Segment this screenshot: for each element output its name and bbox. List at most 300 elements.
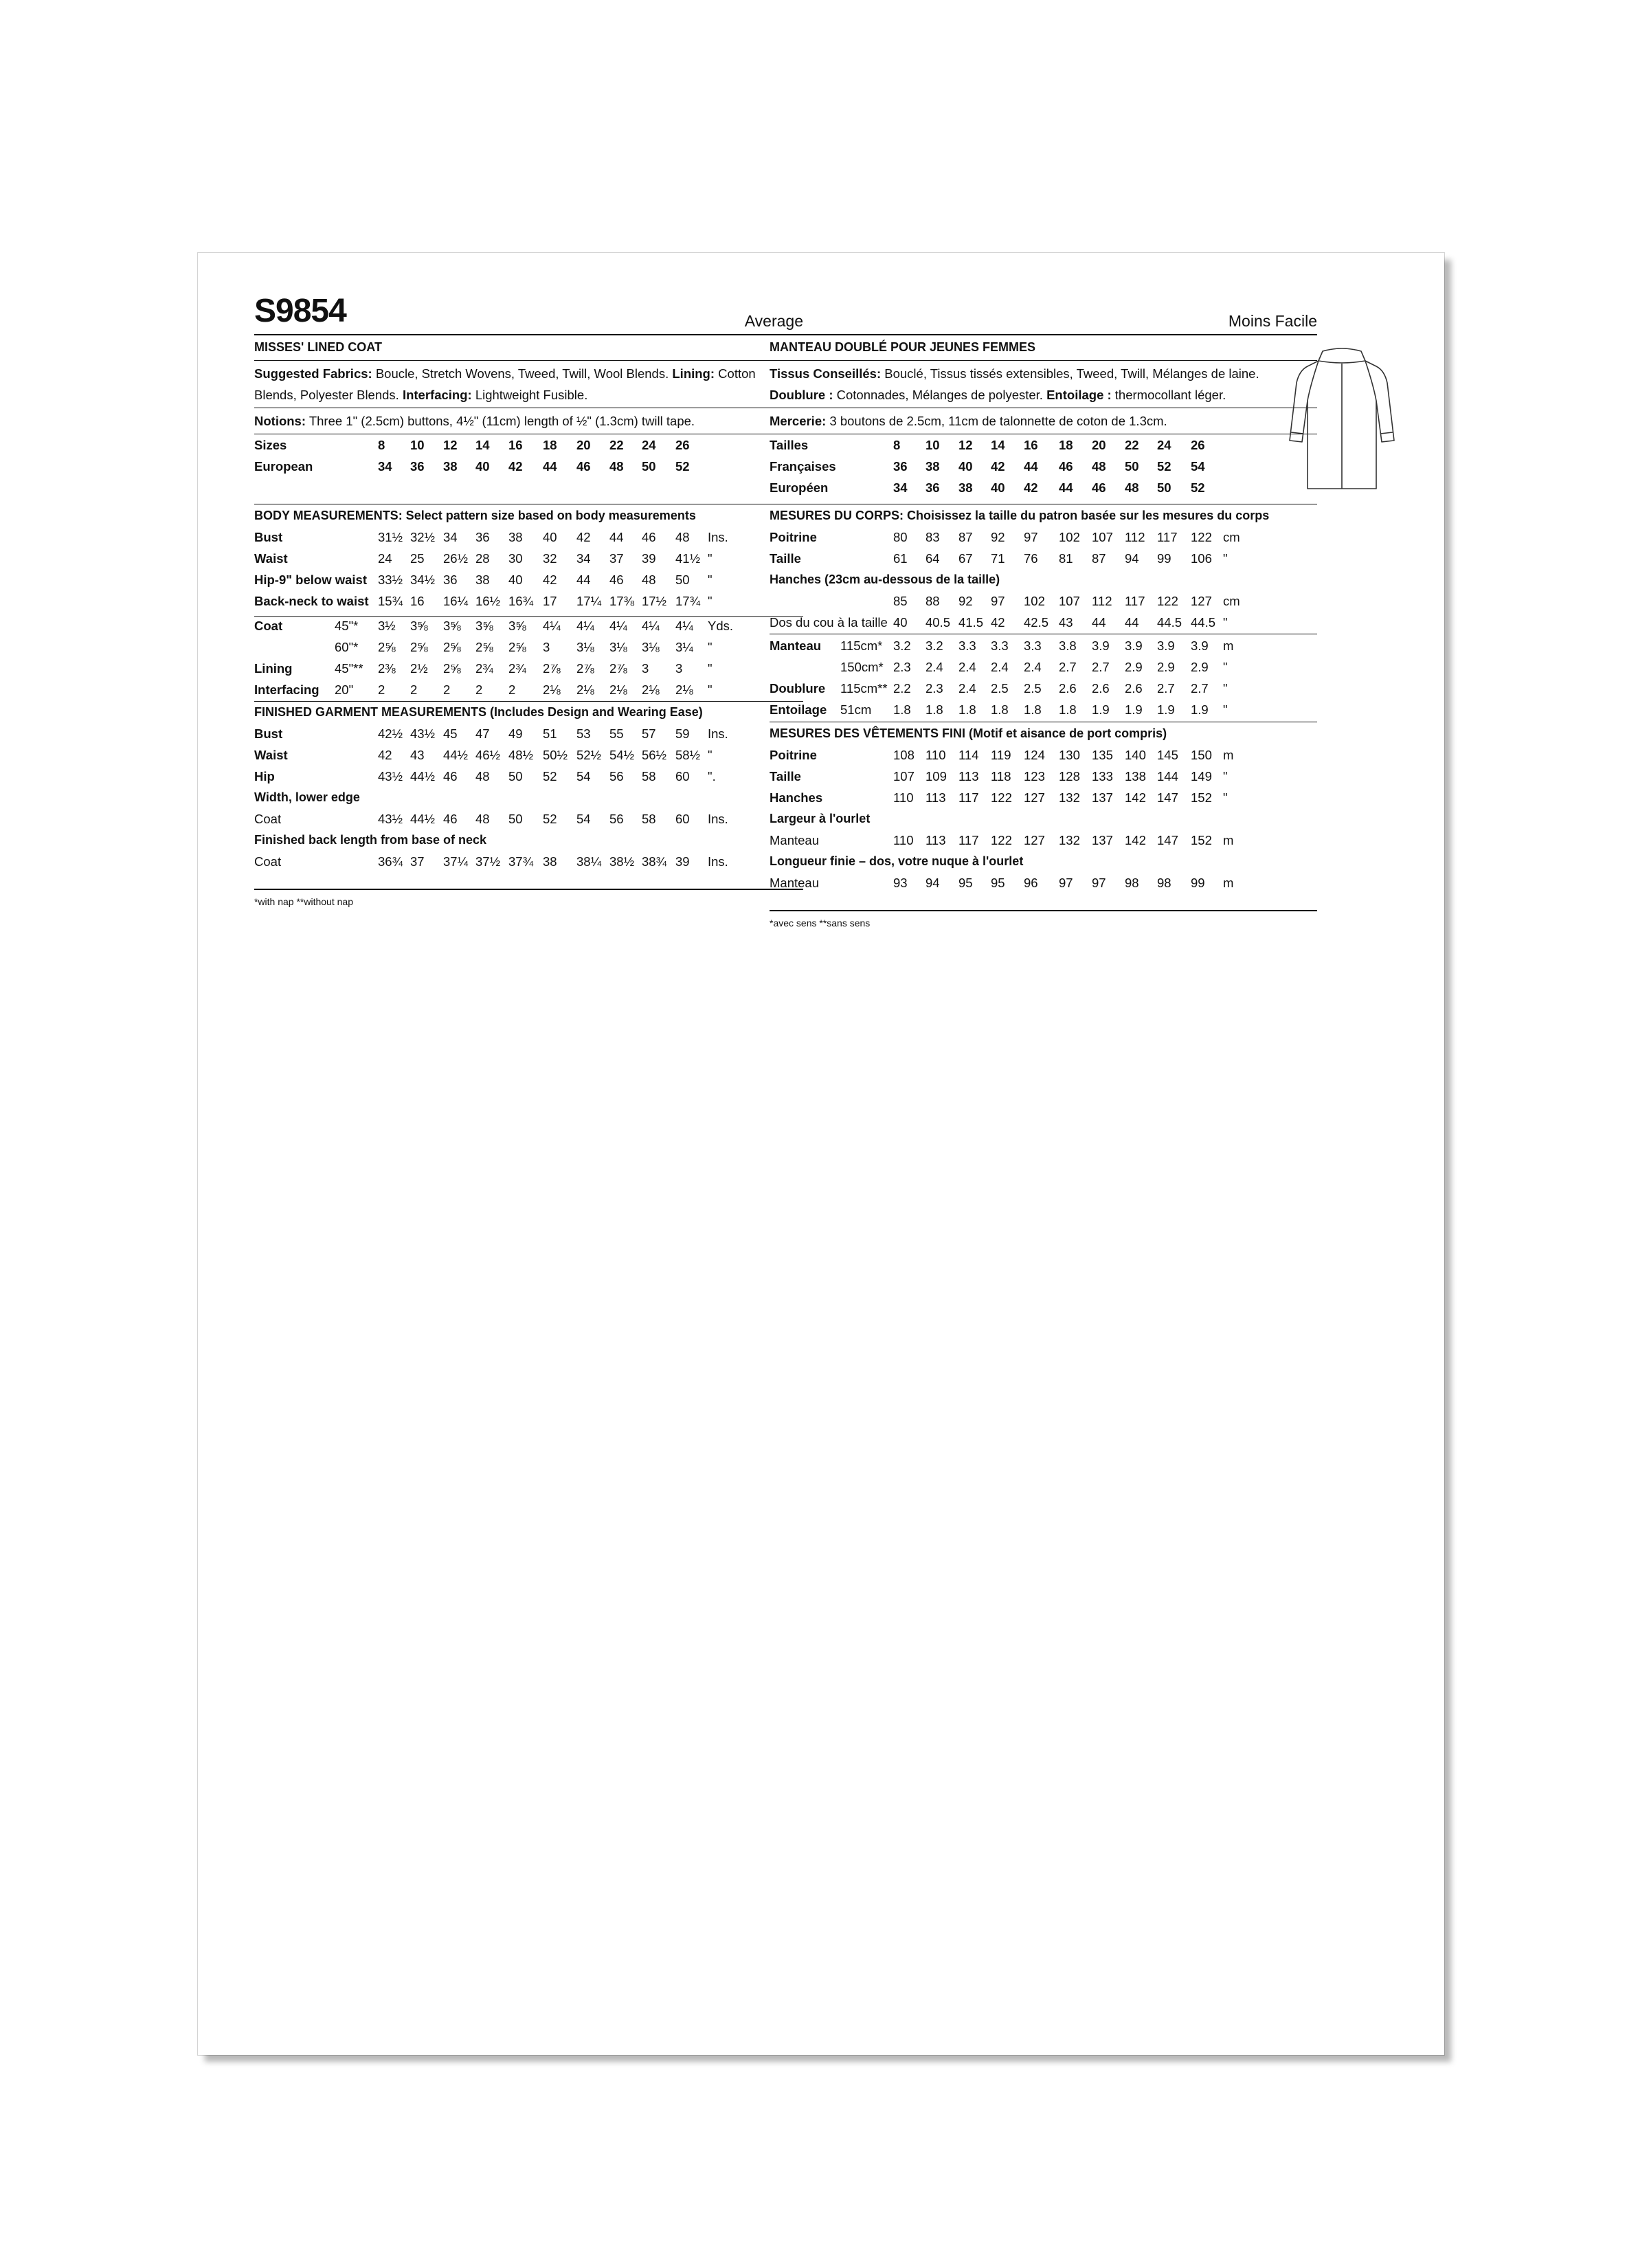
size-value-1: 34 (893, 480, 908, 495)
size-value-7: 20 (1092, 438, 1106, 452)
european-sizes-row (770, 477, 1317, 498)
size-value-7: 34 (576, 551, 591, 566)
size-value-10: 4¼ (675, 619, 693, 633)
size-value-8: 55 (609, 726, 624, 741)
row-unit: Ins. (708, 812, 728, 826)
row-unit: " (1223, 551, 1228, 566)
size-value-4: 92 (991, 530, 1005, 544)
fabrics-label: Tissus Conseillés: (770, 366, 882, 381)
size-value-2: 94 (926, 876, 940, 890)
size-value-1: 8 (893, 438, 901, 452)
size-value-8: 22 (1125, 438, 1139, 452)
size-value-1: 43½ (378, 769, 403, 783)
size-value-10: 26 (1191, 438, 1205, 452)
size-value-3: 46 (443, 769, 458, 783)
size-value-2: 3⅝ (410, 619, 428, 633)
fabric-width: 150cm* (840, 660, 884, 674)
size-value-7: 20 (576, 438, 591, 452)
size-value-6: 132 (1059, 790, 1080, 805)
size-value-9: 44.5 (1157, 615, 1182, 630)
row-unit: " (708, 682, 713, 697)
size-value-2: 36 (926, 480, 940, 495)
size-value-8: 56 (609, 812, 624, 826)
size-value-10: 122 (1191, 530, 1212, 544)
size-value-5: 42 (1024, 480, 1038, 495)
size-value-5: 50 (508, 769, 523, 783)
footnote: *with nap **without nap (254, 896, 353, 907)
size-value-8: 56 (609, 769, 624, 783)
size-value-9: 50 (642, 459, 656, 474)
size-value-3: 87 (958, 530, 973, 544)
size-value-10: 149 (1191, 769, 1212, 783)
size-value-2: 36 (410, 459, 425, 474)
size-value-2: 43½ (410, 726, 436, 741)
size-value-1: 2 (378, 682, 385, 697)
row-label: Interfacing (254, 682, 319, 697)
row-unit: " (1223, 702, 1228, 717)
row-unit: m (1223, 748, 1234, 762)
size-value-10: 52 (1191, 480, 1205, 495)
interfacing-label: Entoilage : (1046, 388, 1112, 402)
size-value-9: 2⅛ (642, 682, 660, 697)
size-value-2: 2.3 (926, 681, 943, 696)
size-value-7: 44 (1092, 615, 1106, 630)
fabrics-line-2 (770, 384, 1317, 405)
fabrics-line-1 (770, 363, 1317, 384)
size-value-6: 51 (543, 726, 557, 741)
size-value-10: 152 (1191, 790, 1212, 805)
size-value-6: 2⅞ (543, 661, 561, 676)
size-value-7: 2.7 (1092, 660, 1110, 674)
size-value-10: 2.9 (1191, 660, 1209, 674)
size-value-1: 1.8 (893, 702, 911, 717)
size-value-10: 41½ (675, 551, 701, 566)
size-value-5: 127 (1024, 790, 1045, 805)
size-value-7: 2.6 (1092, 681, 1110, 696)
size-value-5: 1.8 (1024, 702, 1042, 717)
size-value-4: 71 (991, 551, 1005, 566)
size-value-1: 36 (893, 459, 908, 474)
size-value-1: 110 (893, 833, 914, 847)
size-value-9: 3 (642, 661, 649, 676)
size-value-2: 25 (410, 551, 425, 566)
size-value-7: 44 (576, 572, 591, 587)
size-value-8: 2⅞ (609, 661, 627, 676)
size-value-6: 130 (1059, 748, 1080, 762)
size-value-4: 37½ (475, 854, 501, 869)
size-value-8: 142 (1125, 833, 1146, 847)
finished-length-row (254, 851, 803, 872)
notions-line (254, 410, 803, 432)
size-value-8: 48 (609, 459, 624, 474)
size-value-10: 150 (1191, 748, 1212, 762)
lining-label: Doublure : (770, 388, 833, 402)
size-value-6: 107 (1059, 594, 1080, 608)
size-value-8: 50 (1125, 459, 1139, 474)
size-value-9: 144 (1157, 769, 1178, 783)
row-label: Taille (770, 769, 801, 783)
size-value-4: 28 (475, 551, 490, 566)
row-unit: " (708, 748, 713, 762)
finished-measurements-heading: FINISHED GARMENT MEASUREMENTS (Includes Design and Wearing Ease) (254, 705, 703, 719)
size-value-2: 88 (926, 594, 940, 608)
size-value-10: 60 (675, 812, 690, 826)
size-value-4: 46½ (475, 748, 501, 762)
size-value-10: 99 (1191, 876, 1205, 890)
table-row (254, 679, 803, 700)
table-row (770, 699, 1317, 720)
pattern-envelope-back-sheet (198, 253, 1444, 2055)
row-label: Sizes (254, 438, 287, 452)
size-value-3: 114 (958, 748, 979, 762)
size-value-9: 1.9 (1157, 702, 1175, 717)
size-value-5: 38 (508, 530, 523, 544)
size-value-9: 117 (1157, 530, 1178, 544)
divider (254, 360, 803, 361)
row-unit: ". (708, 769, 716, 783)
size-value-7: 54 (576, 769, 591, 783)
size-value-3: 12 (958, 438, 973, 452)
size-value-4: 118 (991, 769, 1011, 783)
size-value-10: 59 (675, 726, 690, 741)
size-value-4: 16½ (475, 594, 501, 608)
size-value-1: 80 (893, 530, 908, 544)
lining-text: Cotton (715, 366, 756, 381)
size-value-4: 47 (475, 726, 490, 741)
table-row (770, 635, 1317, 656)
size-value-5: 123 (1024, 769, 1045, 783)
pattern-title: MANTEAU DOUBLÉ POUR JEUNES FEMMES (770, 340, 1036, 354)
size-value-4: 1.8 (991, 702, 1009, 717)
row-unit: " (708, 572, 713, 587)
size-value-9: 56½ (642, 748, 667, 762)
size-value-8: 3⅛ (609, 640, 627, 654)
lining-text: Cotonnades, Mélanges de polyester. (833, 388, 1047, 402)
size-value-1: 31½ (378, 530, 403, 544)
size-value-3: 37¼ (443, 854, 469, 869)
size-value-10: 44.5 (1191, 615, 1216, 630)
row-label: Coat (254, 854, 282, 869)
size-value-9: 17½ (642, 594, 667, 608)
size-value-10: 48 (675, 530, 690, 544)
size-value-9: 99 (1157, 551, 1171, 566)
size-value-3: 95 (958, 876, 973, 890)
divider (254, 334, 803, 335)
size-value-9: 147 (1157, 833, 1178, 847)
hips-row (770, 590, 1317, 612)
size-value-1: 3.2 (893, 638, 911, 653)
size-value-4: 48 (475, 769, 490, 783)
size-value-1: 107 (893, 769, 915, 783)
size-value-5: 16 (1024, 438, 1038, 452)
divider (770, 334, 1317, 335)
table-row (254, 548, 803, 569)
size-value-5: 16¾ (508, 594, 534, 608)
size-value-8: 2.9 (1125, 660, 1143, 674)
size-value-10: 2.7 (1191, 681, 1209, 696)
size-value-8: 44 (1125, 615, 1139, 630)
size-value-6: 52 (543, 812, 557, 826)
size-value-7: 87 (1092, 551, 1106, 566)
row-label: Hanches (770, 790, 823, 805)
size-value-8: 117 (1125, 594, 1145, 608)
size-value-2: 37 (410, 854, 425, 869)
interfacing-label: Interfacing: (402, 388, 472, 402)
size-value-3: 26½ (443, 551, 469, 566)
size-value-10: 58½ (675, 748, 701, 762)
row-unit: Ins. (708, 726, 728, 741)
row-label: Coat (254, 812, 282, 826)
size-value-3: 16¼ (443, 594, 469, 608)
size-value-10: 50 (675, 572, 690, 587)
size-value-6: 44 (543, 459, 557, 474)
size-value-10: 3 (675, 661, 683, 676)
size-value-10: 54 (1191, 459, 1205, 474)
size-value-7: 2⅛ (576, 682, 594, 697)
row-unit: cm (1223, 594, 1240, 608)
row-label: Hip (254, 769, 275, 783)
size-value-5: 42.5 (1024, 615, 1049, 630)
size-value-4: 40 (475, 459, 490, 474)
size-value-9: 58 (642, 812, 656, 826)
size-value-8: 44 (609, 530, 624, 544)
row-label: Lining (254, 661, 293, 676)
row-label: Waist (254, 551, 288, 566)
fabric-width: 45"** (335, 661, 363, 676)
size-value-10: 17¾ (675, 594, 701, 608)
size-value-6: 2.7 (1059, 660, 1077, 674)
row-label: Dos du cou à la taille (770, 615, 888, 630)
fabric-width: 45"* (335, 619, 359, 633)
table-row (254, 636, 803, 658)
table-row (770, 766, 1317, 787)
size-value-3: 40 (958, 459, 973, 474)
size-value-9: 145 (1157, 748, 1178, 762)
size-value-1: 110 (893, 790, 914, 805)
notions-label: Notions: (254, 414, 306, 428)
size-value-9: 98 (1157, 876, 1171, 890)
size-value-4: 95 (991, 876, 1005, 890)
size-value-3: 2.4 (958, 681, 976, 696)
size-value-8: 112 (1125, 530, 1145, 544)
row-label: Coat (254, 619, 283, 633)
size-value-3: 2⅝ (443, 661, 461, 676)
size-value-2: 2⅝ (410, 640, 428, 654)
size-value-8: 4¼ (609, 619, 627, 633)
size-value-1: 24 (378, 551, 392, 566)
fabrics-line-1 (254, 363, 803, 384)
european-sizes-row (254, 456, 803, 477)
row-unit: " (1223, 790, 1228, 805)
size-value-6: 18 (1059, 438, 1073, 452)
size-value-9: 2.7 (1157, 681, 1175, 696)
size-value-7: 38¼ (576, 854, 602, 869)
size-value-6: 128 (1059, 769, 1080, 783)
size-value-2: 83 (926, 530, 940, 544)
size-value-6: 3 (543, 640, 550, 654)
footnote: *avec sens **sans sens (770, 918, 871, 929)
size-value-2: 32½ (410, 530, 436, 544)
size-value-1: 33½ (378, 572, 403, 587)
size-value-5: 42 (508, 459, 523, 474)
size-value-4: 2 (475, 682, 483, 697)
size-value-8: 38½ (609, 854, 635, 869)
table-row (254, 766, 803, 787)
french-sizes-row (770, 456, 1317, 477)
size-value-5: 2⅝ (508, 640, 526, 654)
coat-back-view-illustration (1287, 344, 1397, 499)
size-value-3: 36 (443, 572, 458, 587)
size-value-6: 43 (1059, 615, 1073, 630)
table-row (254, 744, 803, 766)
size-value-3: 117 (958, 790, 979, 805)
size-value-10: 3.9 (1191, 638, 1209, 653)
size-value-4: 48 (475, 812, 490, 826)
table-row (254, 590, 803, 612)
body-measurements-heading: MESURES DU CORPS: Choisissez la taille du patron basée sur les mesures du corps (770, 509, 1270, 522)
size-value-6: 2.6 (1059, 681, 1077, 696)
size-value-1: 43½ (378, 812, 403, 826)
size-value-2: 44½ (410, 769, 436, 783)
size-value-3: 2.4 (958, 660, 976, 674)
size-value-5: 2.4 (1024, 660, 1042, 674)
fabric-width: 20" (335, 682, 354, 697)
row-unit: Ins. (708, 530, 728, 544)
body-measurements-heading: BODY MEASUREMENTS: Select pattern size based on body measurements (254, 509, 696, 522)
size-value-7: 97 (1092, 876, 1106, 890)
interfacing-text: thermocollant léger. (1111, 388, 1226, 402)
size-value-5: 16 (508, 438, 523, 452)
size-value-1: 40 (893, 615, 908, 630)
size-value-8: 2.6 (1125, 681, 1143, 696)
notions-label: Mercerie: (770, 414, 827, 428)
size-value-4: 2⅝ (475, 640, 493, 654)
size-value-8: 54½ (609, 748, 635, 762)
size-value-10: 2⅛ (675, 682, 693, 697)
size-value-10: 39 (675, 854, 690, 869)
size-value-2: 110 (926, 748, 946, 762)
row-unit: cm (1223, 530, 1240, 544)
lining-text-cont: Blends, Polyester Blends. (254, 388, 403, 402)
size-value-9: 24 (642, 438, 656, 452)
size-value-5: 2¾ (508, 661, 526, 676)
size-value-6: 132 (1059, 833, 1080, 847)
size-value-1: 61 (893, 551, 908, 566)
size-value-3: 38 (443, 459, 458, 474)
row-label: Bust (254, 530, 283, 544)
size-value-7: 112 (1092, 594, 1112, 608)
size-value-1: 2⅝ (378, 640, 396, 654)
size-value-7: 53 (576, 726, 591, 741)
size-value-6: 52 (543, 769, 557, 783)
table-row (254, 526, 803, 548)
size-value-5: 30 (508, 551, 523, 566)
size-value-2: 113 (926, 790, 946, 805)
size-value-7: 42 (576, 530, 591, 544)
size-value-3: 3.3 (958, 638, 976, 653)
finished-length-heading: Finished back length from base of neck (254, 833, 487, 847)
size-value-2: 64 (926, 551, 940, 566)
size-value-10: 1.9 (1191, 702, 1209, 717)
size-value-6: 42 (543, 572, 557, 587)
size-value-2: 109 (926, 769, 947, 783)
size-value-5: 49 (508, 726, 523, 741)
row-label: European (254, 459, 313, 474)
row-label: Waist (254, 748, 288, 762)
size-value-5: 40 (508, 572, 523, 587)
size-value-4: 2¾ (475, 661, 493, 676)
size-value-8: 3.9 (1125, 638, 1143, 653)
size-value-5: 48½ (508, 748, 534, 762)
sizes-row (254, 434, 803, 456)
size-value-7: 3⅛ (576, 640, 594, 654)
size-value-5: 3⅝ (508, 619, 526, 633)
row-label: Hip-9" below waist (254, 572, 367, 587)
size-value-3: 2 (443, 682, 451, 697)
size-value-9: 122 (1157, 594, 1178, 608)
size-value-5: 50 (508, 812, 523, 826)
size-value-5: 44 (1024, 459, 1038, 474)
table-row (254, 615, 803, 636)
size-value-9: 2.9 (1157, 660, 1175, 674)
size-value-10: 106 (1191, 551, 1212, 566)
size-value-3: 12 (443, 438, 458, 452)
size-value-5: 96 (1024, 876, 1038, 890)
size-value-4: 42 (991, 459, 1005, 474)
size-value-3: 113 (958, 769, 979, 783)
size-value-5: 97 (1024, 530, 1038, 544)
size-value-6: 17 (543, 594, 557, 608)
size-value-5: 3.3 (1024, 638, 1042, 653)
size-value-1: 42½ (378, 726, 403, 741)
notions-text: Three 1" (2.5cm) buttons, 4½" (11cm) length of ½" (1.3cm) twill tape. (306, 414, 695, 428)
row-unit: " (1223, 769, 1228, 783)
size-value-4: 2.5 (991, 681, 1009, 696)
row-unit: " (1223, 615, 1228, 630)
row-label: Taille (770, 551, 801, 566)
interfacing-text: Lightweight Fusible. (471, 388, 588, 402)
size-value-9: 46 (642, 530, 656, 544)
row-label: Françaises (770, 459, 836, 474)
width-lower-edge-heading: Largeur à l'ourlet (770, 812, 871, 825)
size-value-6: 3.8 (1059, 638, 1077, 653)
size-value-10: 3¼ (675, 640, 693, 654)
size-value-6: 97 (1059, 876, 1073, 890)
row-unit: " (1223, 660, 1228, 674)
difficulty-level: Average (744, 312, 803, 330)
size-value-6: 38 (543, 854, 557, 869)
size-value-5: 124 (1024, 748, 1045, 762)
row-unit: Ins. (708, 854, 728, 869)
row-label: Bust (254, 726, 283, 741)
size-value-8: 94 (1125, 551, 1139, 566)
size-value-6: 102 (1059, 530, 1080, 544)
row-label: Doublure (770, 681, 826, 696)
size-value-1: 15¾ (378, 594, 403, 608)
size-value-2: 2 (410, 682, 418, 697)
fabric-width: 115cm** (840, 681, 888, 696)
size-value-7: 133 (1092, 769, 1113, 783)
fabric-width: 115cm* (840, 638, 883, 653)
size-value-1: 85 (893, 594, 908, 608)
size-value-9: 147 (1157, 790, 1178, 805)
size-value-3: 41.5 (958, 615, 984, 630)
size-value-9: 38¾ (642, 854, 667, 869)
lining-label: Lining: (672, 366, 715, 381)
size-value-7: 137 (1092, 790, 1113, 805)
size-value-1: 108 (893, 748, 915, 762)
size-value-3: 45 (443, 726, 458, 741)
